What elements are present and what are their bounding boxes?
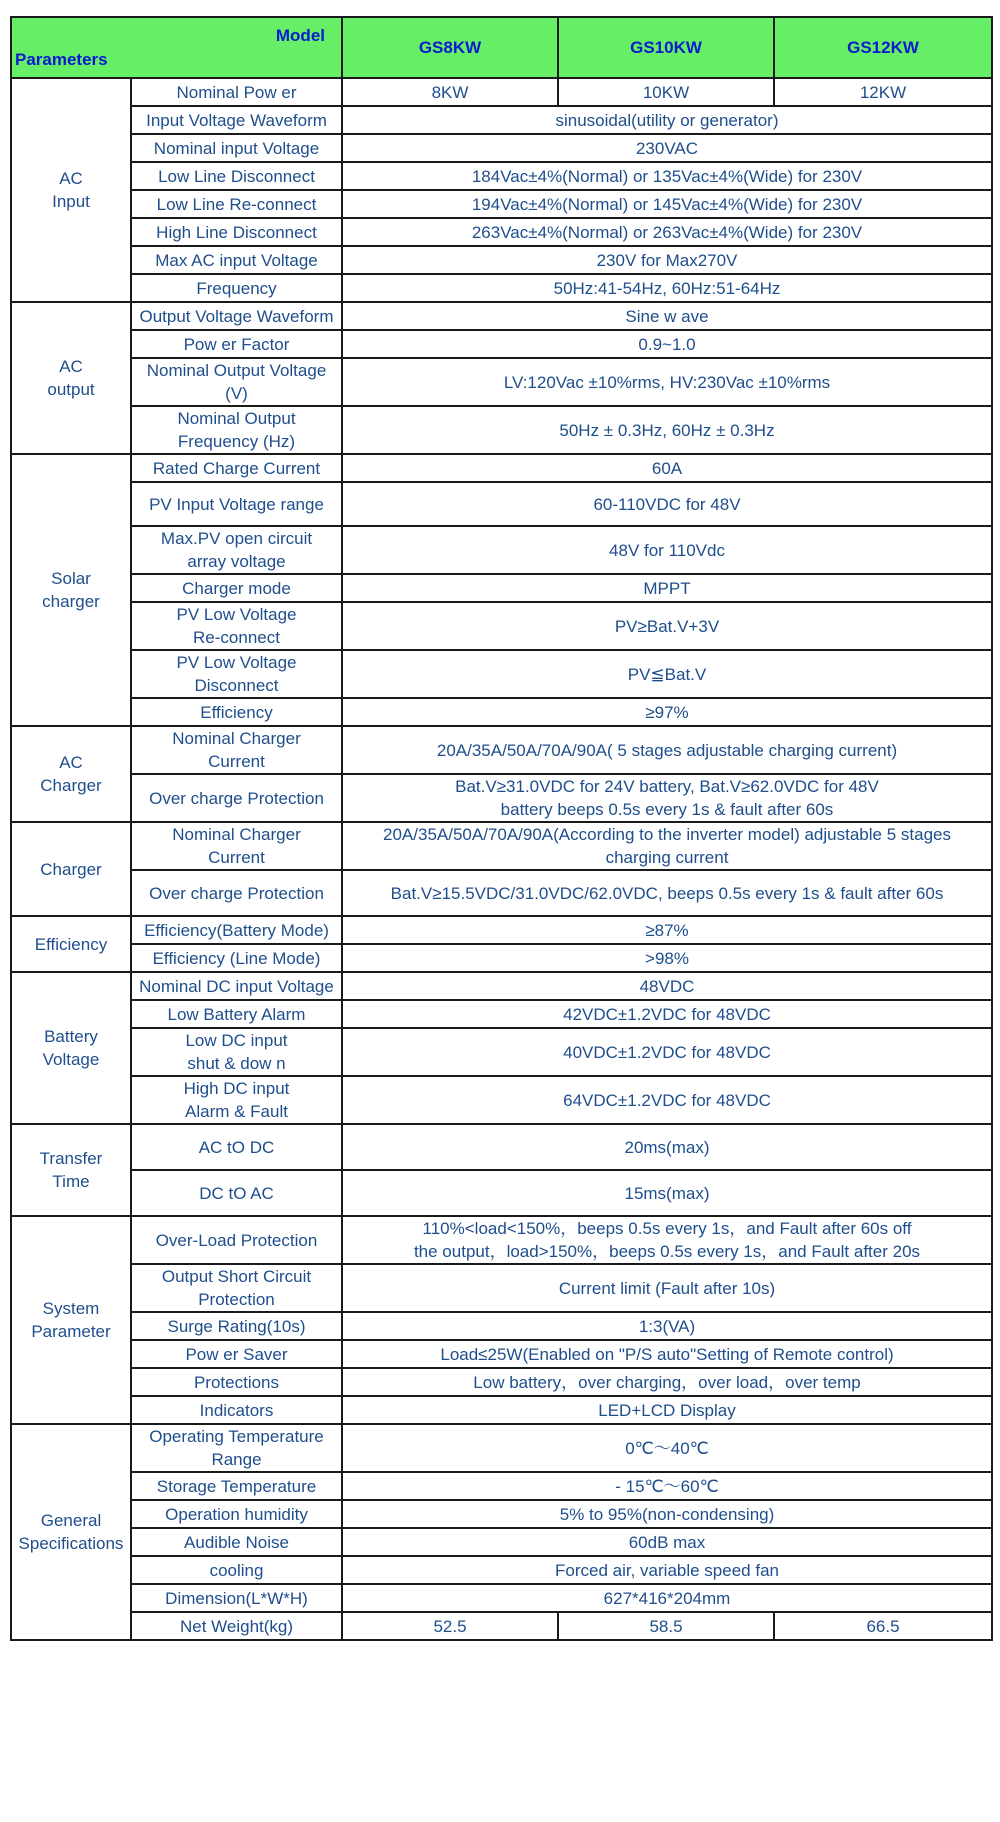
param-label: Charger mode (131, 574, 342, 602)
param-label: PV Low Voltage Re-connect (131, 602, 342, 650)
param-label: High DC input Alarm & Fault (131, 1076, 342, 1124)
header-corner-cell (11, 17, 342, 78)
category-ac-input: AC Input (11, 78, 131, 302)
value-cell: Bat.V≥15.5VDC/31.0VDC/62.0VDC, beeps 0.5s every 1s & fault after 60s (342, 870, 992, 916)
spec-row-rated-charge-current (11, 454, 992, 482)
value-cell: 110%<load<150%，beeps 0.5s every 1s，and Fault after 60s off the output，load>150%，beeps 0.5s every 1s，and Fault after 20s (342, 1216, 992, 1264)
value-cell: 60dB max (342, 1528, 992, 1556)
value-cell: 48V for 110Vdc (342, 526, 992, 574)
spec-row-efficiency-line-mode (11, 944, 992, 972)
value-cell: 0.9~1.0 (342, 330, 992, 358)
spec-row-output-voltage-waveform (11, 302, 992, 330)
param-label: Low Line Re-connect (131, 190, 342, 218)
spec-row-indicators (11, 1396, 992, 1424)
spec-row-high-line-disconnect (11, 218, 992, 246)
value-cell: sinusoidal(utility or generator) (342, 106, 992, 134)
spec-row-nominal-output-voltage-v (11, 358, 992, 406)
category-solar-charger: Solar charger (11, 454, 131, 726)
param-label: Output Short Circuit Protection (131, 1264, 342, 1312)
spec-row-pv-low-voltage-re-connect (11, 602, 992, 650)
value-cell: 184Vac±4%(Normal) or 135Vac±4%(Wide) for 230V (342, 162, 992, 190)
value-cell: ≥87% (342, 916, 992, 944)
model-label: Model (275, 26, 325, 45)
param-label: Over charge Protection (131, 870, 342, 916)
value-cell: 230VAC (342, 134, 992, 162)
spec-sheet (10, 16, 991, 1641)
category-battery-voltage: Battery Voltage (11, 972, 131, 1124)
value-cell: 15ms(max) (342, 1170, 992, 1216)
spec-row-nominal-dc-input-voltage (11, 972, 992, 1000)
value-cell-gs12kw: 66.5 (774, 1612, 992, 1640)
value-cell: 0℃～40℃ (342, 1424, 992, 1472)
value-cell: Forced air, variable speed fan (342, 1556, 992, 1584)
param-label: Operation humidity (131, 1500, 342, 1528)
param-label: Nominal Charger Current (131, 822, 342, 870)
value-cell: >98% (342, 944, 992, 972)
value-cell: 230V for Max270V (342, 246, 992, 274)
value-cell: LV:120Vac ±10%rms, HV:230Vac ±10%rms (342, 358, 992, 406)
spec-row-nominal-output-frequency-hz (11, 406, 992, 454)
category-ac-charger: AC Charger (11, 726, 131, 822)
category-charger: Charger (11, 822, 131, 916)
param-label: Nominal Pow er (131, 78, 342, 106)
param-label: Frequency (131, 274, 342, 302)
param-label: Net Weight(kg) (131, 1612, 342, 1640)
value-cell: 1:3(VA) (342, 1312, 992, 1340)
spec-row-nominal-charger-current (11, 726, 992, 774)
value-cell: Bat.V≥31.0VDC for 24V battery, Bat.V≥62.0VDC for 48V battery beeps 0.5s every 1s & fault after 60s (342, 774, 992, 822)
spec-row-over-charge-protection (11, 774, 992, 822)
param-label: Input Voltage Waveform (131, 106, 342, 134)
param-label: Max AC input Voltage (131, 246, 342, 274)
spec-row-dc-to-ac (11, 1170, 992, 1216)
param-label: Efficiency(Battery Mode) (131, 916, 342, 944)
value-cell: Sine w ave (342, 302, 992, 330)
param-label: PV Low Voltage Disconnect (131, 650, 342, 698)
value-cell: 627*416*204mm (342, 1584, 992, 1612)
spec-row-efficiency (11, 698, 992, 726)
spec-row-nominal-charger-current (11, 822, 992, 870)
value-cell: 60-110VDC for 48V (342, 482, 992, 526)
param-label: Pow er Saver (131, 1340, 342, 1368)
spec-row-input-voltage-waveform (11, 106, 992, 134)
spec-table (10, 16, 993, 1641)
param-label: High Line Disconnect (131, 218, 342, 246)
param-label: Max.PV open circuit array voltage (131, 526, 342, 574)
spec-row-low-dc-input-shut-dow-n (11, 1028, 992, 1076)
spec-row-cooling (11, 1556, 992, 1584)
model-header-gs10kw: GS10KW (558, 17, 774, 78)
category-general-specifications: General Specifications (11, 1424, 131, 1640)
param-label: Low Line Disconnect (131, 162, 342, 190)
spec-row-net-weight-kg (11, 1612, 992, 1640)
value-cell: Load≤25W(Enabled on "P/S auto"Setting of Remote control) (342, 1340, 992, 1368)
param-label: Nominal Output Frequency (Hz) (131, 406, 342, 454)
value-cell-gs10kw: 10KW (558, 78, 774, 106)
value-cell: Low battery，over charging，over load，over temp (342, 1368, 992, 1396)
spec-row-operation-humidity (11, 1500, 992, 1528)
value-cell: 263Vac±4%(Normal) or 263Vac±4%(Wide) for 230V (342, 218, 992, 246)
param-label: Nominal DC input Voltage (131, 972, 342, 1000)
spec-row-frequency (11, 274, 992, 302)
spec-row-ac-to-dc (11, 1124, 992, 1170)
param-label: Pow er Factor (131, 330, 342, 358)
value-cell: 194Vac±4%(Normal) or 145Vac±4%(Wide) for 230V (342, 190, 992, 218)
header-row (11, 17, 992, 78)
spec-row-efficiency-battery-mode (11, 916, 992, 944)
value-cell: 20A/35A/50A/70A/90A( 5 stages adjustable charging current) (342, 726, 992, 774)
param-label: Protections (131, 1368, 342, 1396)
value-cell: - 15℃～60℃ (342, 1472, 992, 1500)
spec-row-charger-mode (11, 574, 992, 602)
value-cell: LED+LCD Display (342, 1396, 992, 1424)
spec-row-pow-er-saver (11, 1340, 992, 1368)
param-label: Efficiency (131, 698, 342, 726)
value-cell: PV≦Bat.V (342, 650, 992, 698)
value-cell: MPPT (342, 574, 992, 602)
param-label: Surge Rating(10s) (131, 1312, 342, 1340)
category-system-parameter: System Parameter (11, 1216, 131, 1424)
value-cell: 20ms(max) (342, 1124, 992, 1170)
value-cell: 42VDC±1.2VDC for 48VDC (342, 1000, 992, 1028)
spec-row-high-dc-input-alarm-fault (11, 1076, 992, 1124)
value-cell: 5% to 95%(non-condensing) (342, 1500, 992, 1528)
param-label: cooling (131, 1556, 342, 1584)
spec-row-output-short-circuit-protection (11, 1264, 992, 1312)
param-label: Over-Load Protection (131, 1216, 342, 1264)
value-cell: 48VDC (342, 972, 992, 1000)
spec-row-over-load-protection (11, 1216, 992, 1264)
param-label: Nominal input Voltage (131, 134, 342, 162)
param-label: Rated Charge Current (131, 454, 342, 482)
param-label: Indicators (131, 1396, 342, 1424)
value-cell: 64VDC±1.2VDC for 48VDC (342, 1076, 992, 1124)
value-cell: 40VDC±1.2VDC for 48VDC (342, 1028, 992, 1076)
value-cell-gs8kw: 52.5 (342, 1612, 558, 1640)
model-header-gs12kw: GS12KW (774, 17, 992, 78)
param-label: Nominal Output Voltage (V) (131, 358, 342, 406)
param-label: PV Input Voltage range (131, 482, 342, 526)
param-label: Output Voltage Waveform (131, 302, 342, 330)
spec-row-operating-temperature-range (11, 1424, 992, 1472)
value-cell: ≥97% (342, 698, 992, 726)
param-label: DC tO AC (131, 1170, 342, 1216)
param-label: Storage Temperature (131, 1472, 342, 1500)
spec-row-low-line-disconnect (11, 162, 992, 190)
category-ac-output: AC output (11, 302, 131, 454)
param-label: Audible Noise (131, 1528, 342, 1556)
param-label: Over charge Protection (131, 774, 342, 822)
spec-row-pv-input-voltage-range (11, 482, 992, 526)
spec-row-max-ac-input-voltage (11, 246, 992, 274)
value-cell-gs10kw: 58.5 (558, 1612, 774, 1640)
category-efficiency: Efficiency (11, 916, 131, 972)
spec-row-storage-temperature (11, 1472, 992, 1500)
spec-row-pow-er-factor (11, 330, 992, 358)
spec-table-body (11, 17, 992, 1640)
spec-row-over-charge-protection (11, 870, 992, 916)
spec-row-surge-rating-10s (11, 1312, 992, 1340)
value-cell: 60A (342, 454, 992, 482)
spec-row-dimension-l-w-h (11, 1584, 992, 1612)
spec-row-low-battery-alarm (11, 1000, 992, 1028)
spec-row-protections (11, 1368, 992, 1396)
spec-row-audible-noise (11, 1528, 992, 1556)
value-cell-gs8kw: 8KW (342, 78, 558, 106)
param-label: Dimension(L*W*H) (131, 1584, 342, 1612)
spec-row-low-line-re-connect (11, 190, 992, 218)
spec-row-pv-low-voltage-disconnect (11, 650, 992, 698)
spec-row-nominal-input-voltage (11, 134, 992, 162)
param-label: Operating Temperature Range (131, 1424, 342, 1472)
model-header-gs8kw: GS8KW (342, 17, 558, 78)
value-cell-gs12kw: 12KW (774, 78, 992, 106)
value-cell: 50Hz:41-54Hz, 60Hz:51-64Hz (342, 274, 992, 302)
param-label: Nominal Charger Current (131, 726, 342, 774)
parameters-label: Parameters (15, 50, 108, 69)
param-label: AC tO DC (131, 1124, 342, 1170)
category-transfer-time: Transfer Time (11, 1124, 131, 1216)
value-cell: 20A/35A/50A/70A/90A(According to the inverter model) adjustable 5 stages charging current (342, 822, 992, 870)
param-label: Low Battery Alarm (131, 1000, 342, 1028)
value-cell: Current limit (Fault after 10s) (342, 1264, 992, 1312)
spec-row-nominal-pow-er (11, 78, 992, 106)
spec-row-max-pv-open-circuit-array-voltage (11, 526, 992, 574)
param-label: Low DC input shut & dow n (131, 1028, 342, 1076)
value-cell: 50Hz ± 0.3Hz, 60Hz ± 0.3Hz (342, 406, 992, 454)
value-cell: PV≥Bat.V+3V (342, 602, 992, 650)
param-label: Efficiency (Line Mode) (131, 944, 342, 972)
